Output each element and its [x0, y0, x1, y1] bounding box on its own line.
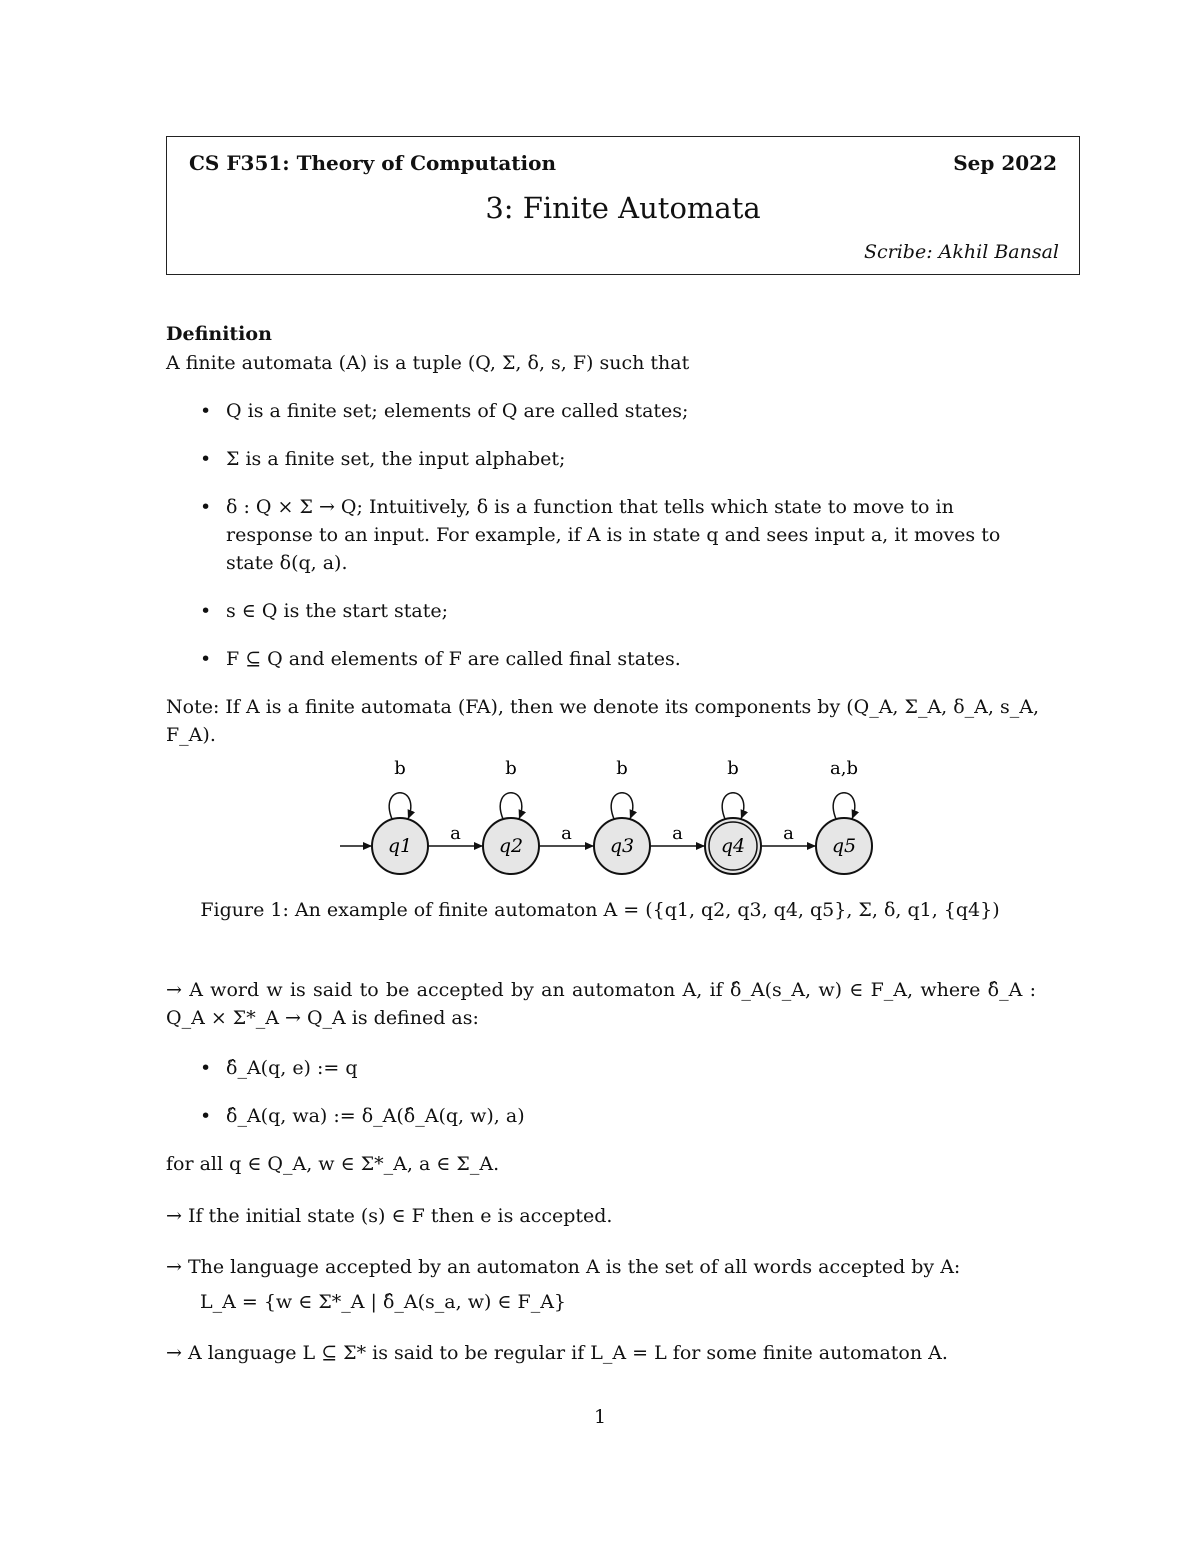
state-label: q4 [720, 835, 746, 857]
self-loop [389, 793, 411, 819]
list-item: • δ̂_A(q, e) := q [200, 1057, 358, 1079]
lecture-header [166, 136, 1080, 275]
state-label: q5 [831, 835, 857, 857]
state-label: q3 [609, 835, 635, 857]
self-loop [500, 793, 522, 819]
forall-line: for all q ∈ Q_A, w ∈ Σ*_A, a ∈ Σ_A. [166, 1153, 500, 1175]
list-item: • F ⊆ Q and elements of F are called final states. [200, 648, 681, 670]
loop-label: b [727, 758, 739, 779]
list-item: • δ : Q × Σ → Q; Intuitively, δ is a function that tells which state to move to in response to an input. For example, if A is in state q and sees input a, it moves to state δ(q, a). [200, 496, 1001, 574]
self-loop [833, 793, 855, 819]
transition-label: a [561, 823, 572, 844]
definition-intro-text: A finite automata (A) is a tuple (Q, Σ, δ, s, F) such that [166, 352, 690, 374]
loop-label: b [505, 758, 517, 779]
self-loop [722, 793, 744, 819]
automaton-diagram [330, 745, 890, 885]
list-item: • s ∈ Q is the start state; [200, 600, 448, 622]
lecture-date: Sep 2022 [953, 151, 1057, 175]
loop-label: b [394, 758, 406, 779]
state-label: q2 [498, 835, 524, 857]
transition-label: a [450, 823, 461, 844]
list-item: • Q is a finite set; elements of Q are called states; [200, 400, 689, 422]
language-formula: L_A = {w ∈ Σ*_A | δ̂_A(s_a, w) ∈ F_A} [200, 1291, 567, 1313]
section-heading: Definition [166, 323, 272, 345]
state-label: q1 [387, 835, 413, 857]
list-item: • Σ is a finite set, the input alphabet; [200, 448, 566, 470]
note-paragraph: Note: If A is a finite automata (FA), then we denote its components by (Q_A, Σ_A, δ_A, s_A, F_A). [166, 696, 1039, 746]
initial-state-line: → If the initial state (s) ∈ F then e is accepted. [166, 1205, 613, 1227]
acceptance-paragraph: → A word w is said to be accepted by an automaton A, if δ̂_A(s_A, w) ∈ F_A, where δ̂_A : Q_A × Σ*_A → Q_A is defined as: [166, 979, 1036, 1029]
list-item: • δ̂_A(q, wa) := δ_A(δ̂_A(q, w), a) [200, 1105, 525, 1127]
loop-label: b [616, 758, 628, 779]
loop-label: a,b [830, 758, 858, 779]
language-paragraph: → The language accepted by an automaton A is the set of all words accepted by A: [166, 1256, 961, 1278]
lecture-title: 3: Finite Automata [485, 191, 761, 225]
scribe-name: Scribe: Akhil Bansal [863, 241, 1059, 263]
course-title: CS F351: Theory of Computation [189, 151, 556, 175]
figure-caption: Figure 1: An example of finite automaton A = ({q1, q2, q3, q4, q5}, Σ, δ, q1, {q4}) [200, 899, 1000, 921]
transition-label: a [672, 823, 683, 844]
self-loop [611, 793, 633, 819]
page-number: 1 [593, 1406, 607, 1428]
definition-intro [166, 349, 1036, 377]
regular-definition: → A language L ⊆ Σ* is said to be regular if L_A = L for some finite automaton A. [166, 1342, 948, 1364]
transition-label: a [783, 823, 794, 844]
